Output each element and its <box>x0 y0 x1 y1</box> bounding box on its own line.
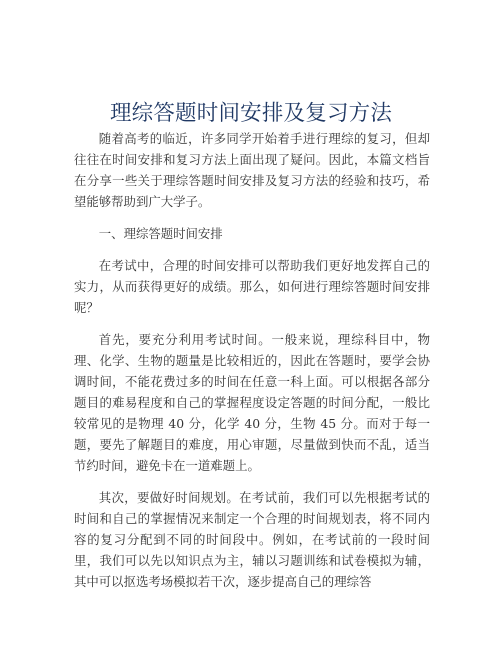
paragraph-time-planning: 其次，要做好时间规划。在考试前，我们可以先根据考试的时间和自己的掌握情况来制定一个合理的时间规划表，将不同内容的复习分配到不同的时间段中。例如，在考试前的一段时间里，我们可以先以知识点为主，辅以习题训练和试卷模拟为辅，其中可以抠选考场模拟若干次，逐步提高自己的理综答 <box>74 490 430 589</box>
paragraph-time-arrangement-intro: 在考试中，合理的时间安排可以帮助我们更好地发挥自己的实力，从而获得更好的成绩。那么，如何进行理综答题时间安排呢？ <box>74 258 430 315</box>
intro-paragraph: 随着高考的临近，许多同学开始着手进行理综的复习，但却往往在时间安排和复习方法上面出现了疑问。因此，本篇文档旨在分享一些关于理综答题时间安排及复习方法的经验和技巧，希望能够帮助到广大学子。 <box>74 131 430 209</box>
document-title: 理综答题时间安排及复习方法 <box>109 101 393 127</box>
section-heading-time-arrangement: 一、理综答题时间安排 <box>98 226 223 241</box>
document-body <box>74 128 430 603</box>
paragraph-use-exam-time: 首先，要充分利用考试时间。一般来说，理综科目中，物理、化学、生物的题量是比较相近的，因此在答题时，要学会协调时间，不能花费过多的时间在任意一科上面。可以根据各部分题目的难易程度和自己的掌握程度设定答题的时间分配，一般比较常见的是物理 40 分，化学 40 分，生物 45 分。而对于每一题，要先了解题目的难度，用心审题，尽量做到快而不乱，适当节约时间，避免卡在一道难题上。 <box>74 332 430 473</box>
